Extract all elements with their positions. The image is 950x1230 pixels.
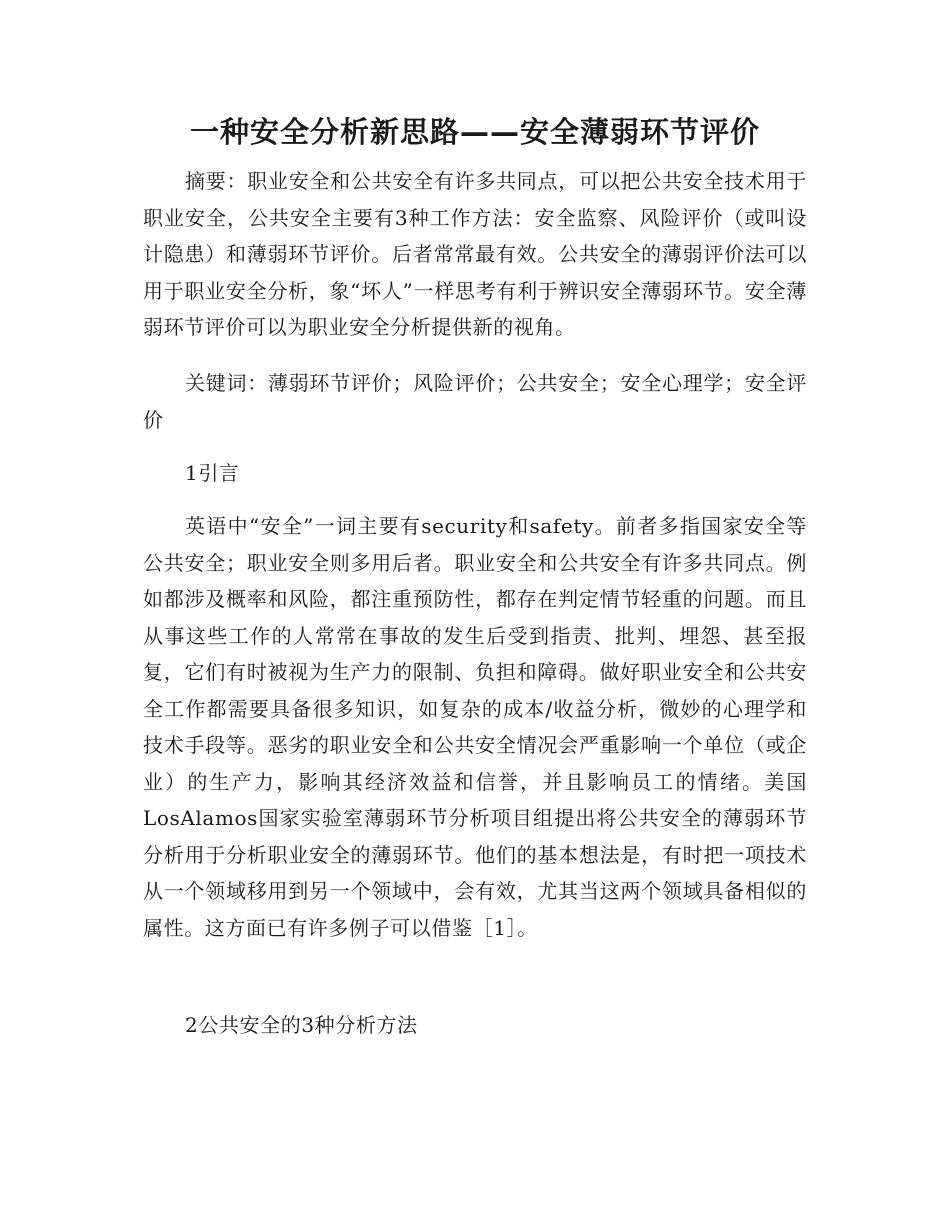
section-heading-introduction: 1引言 [185, 461, 240, 485]
section-heading-methods: 2公共安全的3种分析方法 [185, 1013, 418, 1037]
document-title: 一种安全分析新思路——安全薄弱环节评价 [189, 115, 760, 149]
keywords-paragraph: 关键词：薄弱环节评价；风险评价；公共安全；安全心理学；安全评价 [143, 371, 807, 432]
section-body-introduction: 英语中“安全”一词主要有security和safety。前者多指国家安全等公共安全；职业安全则多用后者。职业安全和公共安全有许多共同点。例如都涉及概率和风险，都注重预防性，都存在判定情节轻重的问题。而且从事这些工作的人常常在事故的发生后受到指责、批判、埋怨、甚至报复，它们有时被视为生产力的限制、负担和障碍。做好职业安全和公共安全工作都需要具备很多知识，如复杂的成本/收益分析，微妙的心理学和技术手段等。恶劣的职业安全和公共安全情况会严重影响一个单位（或企业）的生产力，影响其经济效益和信誉，并且影响员工的情绪。美国LosAlamos国家实验室薄弱环节分析项目组提出将公共安全的薄弱环节分析用于分析职业安全的薄弱环节。他们的基本想法是，有时把一项技术从一个领域移用到另一个领域中，会有效，尤其当这两个领域具备相似的属性。这方面已有许多例子可以借鉴［1］。 [143, 514, 807, 940]
abstract-paragraph: 摘要：职业安全和公共安全有许多共同点，可以把公共安全技术用于职业安全，公共安全主要有3种工作方法：安全监察、风险评价（或叫设计隐患）和薄弱环节评价。后者常常最有效。公共安全的薄弱评价法可以用于职业安全分析，象“坏人”一样思考有利于辨识安全薄弱环节。安全薄弱环节评价可以为职业安全分析提供新的视角。 [143, 169, 807, 339]
